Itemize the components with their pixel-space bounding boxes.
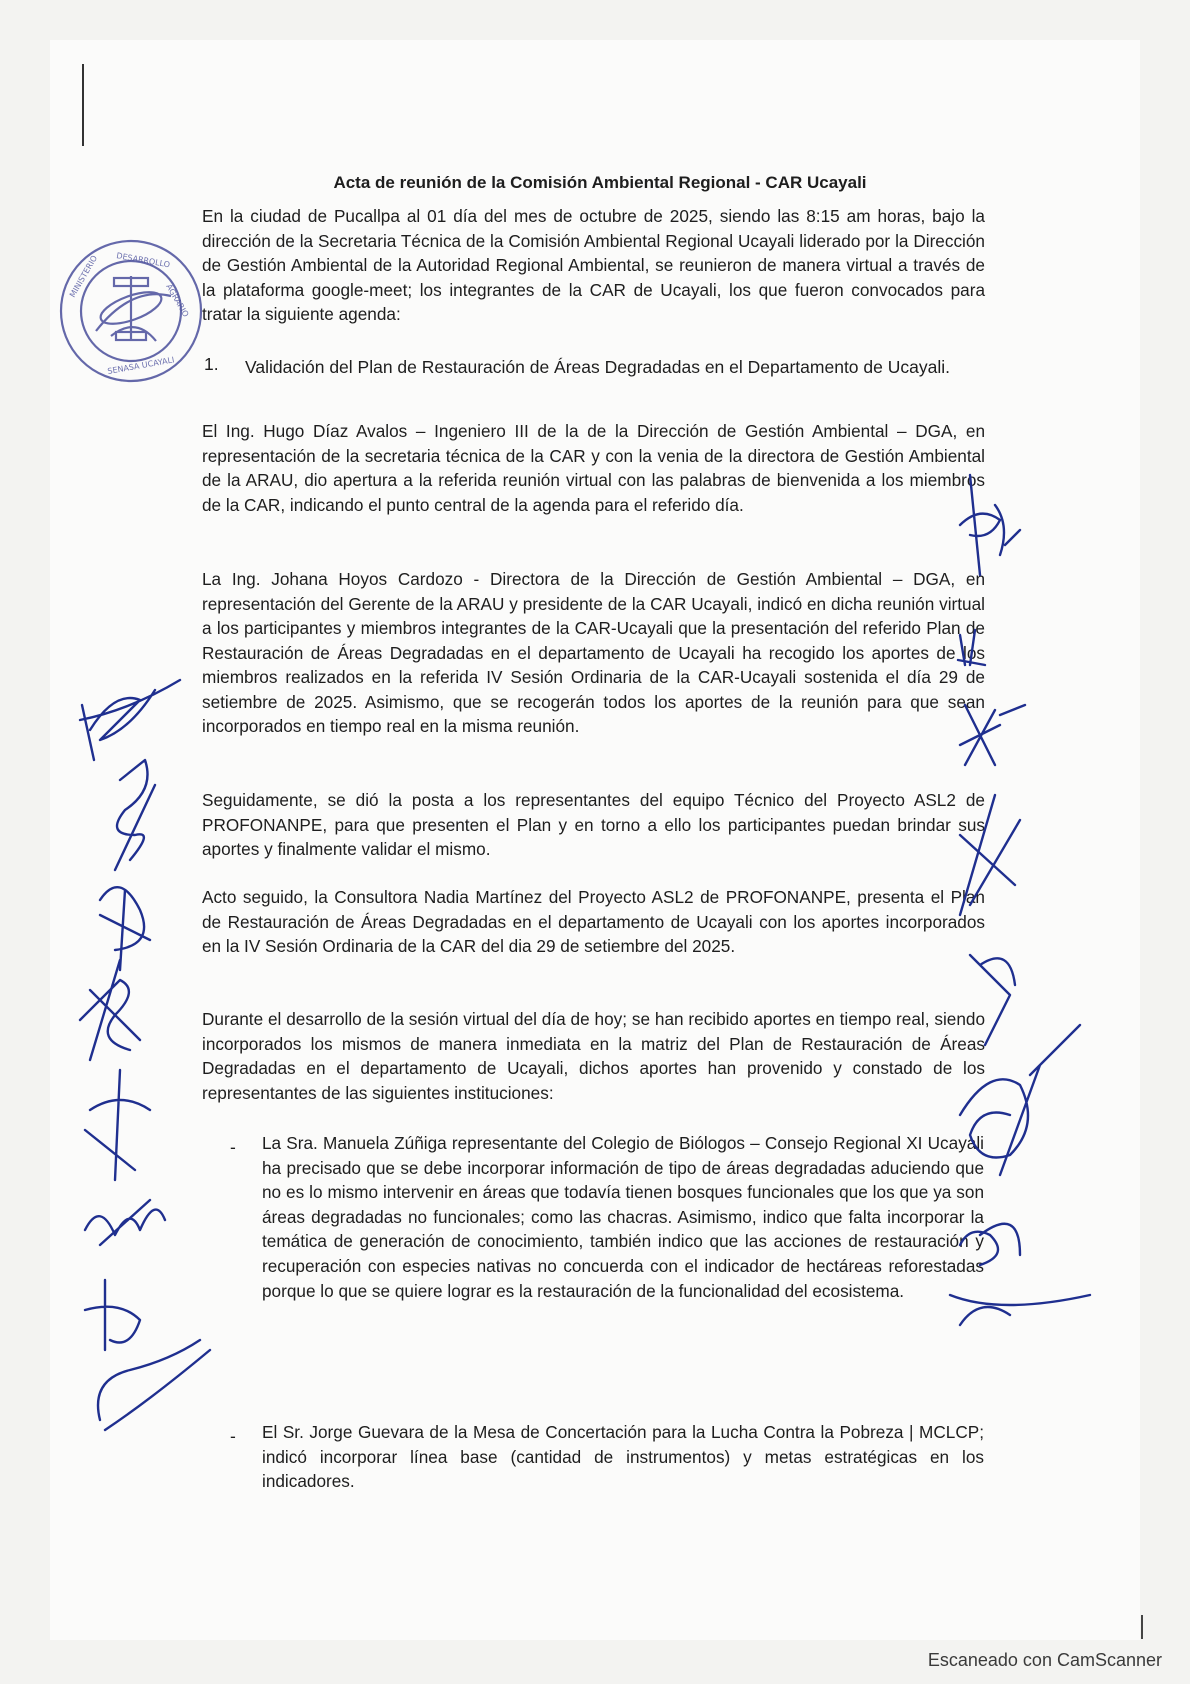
svg-text:MINISTERIO: MINISTERIO — [67, 253, 100, 299]
left-margin-signatures — [60, 660, 220, 1450]
svg-text:DESARROLLO: DESARROLLO — [115, 251, 171, 270]
paragraph-opening: El Ing. Hugo Díaz Avalos – Ingeniero III de la de la Dirección de Gestión Ambiental – DGA, en representación de la secretaria técnica de la CAR y con la venia de la directora de Gestión Ambiental de la ARAU, dio apertura a la referida reunión virtual con las palabras de bienvenida a los miembros de la CAR, indicando el punto central de la agenda para el referido día. — [202, 421, 985, 515]
agenda-item-text: Validación del Plan de Restauración de Áreas Degradadas en el Departamento de Ucayali. — [245, 357, 950, 377]
paragraph-seguidamente: Seguidamente, se dió la posta a los representantes del equipo Técnico del Proyecto ASL2 de PROFONANPE, para que presenten el Plan y en torno a ello los participantes puedan brindar sus aportes y finalmente validar el mismo. — [202, 790, 985, 859]
bullet-marker: - — [230, 1137, 236, 1157]
bullet-marker: - — [230, 1426, 236, 1446]
scan-edge-mark — [1141, 1615, 1143, 1639]
agenda-item-number: 1. — [204, 354, 219, 374]
paragraph-acto-seguido: Acto seguido, la Consultora Nadia Martínez del Proyecto ASL2 de PROFONANPE, presenta el Plan de Restauración de Áreas Degradadas en el departamento de Ucayali con los aportes incorporados en la IV Sesión Ordinaria de la CAR del dia 29 de setiembre del 2025. — [202, 887, 985, 956]
document-title: Acta de reunión de la Comisión Ambiental Regional - CAR Ucayali — [333, 173, 867, 192]
svg-text:AGRARIO: AGRARIO — [164, 282, 191, 319]
margin-pen-mark — [82, 64, 84, 146]
bullet-guevara: El Sr. Jorge Guevara de la Mesa de Concertación para la Lucha Contra la Pobreza | MCLCP; indicó incorporar línea base (cantidad de instrumentos) y metas estratégicas en los indicadores. — [262, 1422, 984, 1492]
paragraph-directora: La Ing. Johana Hoyos Cardozo - Directora de la Dirección de Gestión Ambiental – DGA, en representación del Gerente de la ARAU y presidente de la CAR Ucayali, indicó en dicha reunión virtual a los participantes y miembros integrantes de la CAR-Ucayali que la presentación del referido Plan de Restauración de Áreas Degradadas en el departamento de Ucayali ha recogido los aportes de los miembros realizados en la referida IV Sesión Ordinaria de la CAR-Ucayali sostenida el día 29 de setiembre de 2025. Asimismo, que se recogerán todos los aportes de la reunión para que sean incorporados en tiempo real en la misma reunión. — [202, 569, 985, 736]
scanner-watermark: Escaneado con CamScanner — [927, 1650, 1162, 1670]
svg-text:SENASA UCAYALI: SENASA UCAYALI — [106, 355, 176, 376]
bullet-zuniga: La Sra. Manuela Zúñiga representante del Colegio de Biólogos – Consejo Regional XI Ucayali ha precisado que se debe incorporar información de tipo de áreas degradadas aduciendo que no es lo mismo intervenir en áreas que todavía tienen bosques funcionales que los que ya son áreas degradadas no funcionales; como las chacras. Asimismo, indico que falta incorporar la temática de generación de conocimiento, también indico que las acciones de restauración y recuperación con especies nativas no concuerda con el indicador de hectáreas reforestadas porque lo que se quiere lograr es la restauración de la funcionalidad del ecosistema. — [262, 1133, 984, 1301]
right-margin-signatures — [940, 465, 1120, 1445]
official-seal-stamp — [56, 236, 206, 386]
paragraph-desarrollo: Durante el desarrollo de la sesión virtual del día de hoy; se han recibido aportes en tiempo real, siendo incorporados los mismos de manera inmediata en la matriz del Plan de Restauración de Áreas Degradadas en el departamento de Ucayali, dichos aportes han provenido y constado de los representantes de las siguientes instituciones: — [202, 1009, 985, 1103]
intro-paragraph: En la ciudad de Pucallpa al 01 día del mes de octubre de 2025, siendo las 8:15 am horas, bajo la dirección de la Secretaria Técnica de la Comisión Ambiental Regional Ucayali liderado por la Dirección de Gestión Ambiental de la Autoridad Regional Ambiental, se reunieron de manera virtual a través de la plataforma google-meet; los integrantes de la CAR de Ucayali, los que fueron convocados para tratar la siguiente agenda: — [202, 206, 985, 324]
